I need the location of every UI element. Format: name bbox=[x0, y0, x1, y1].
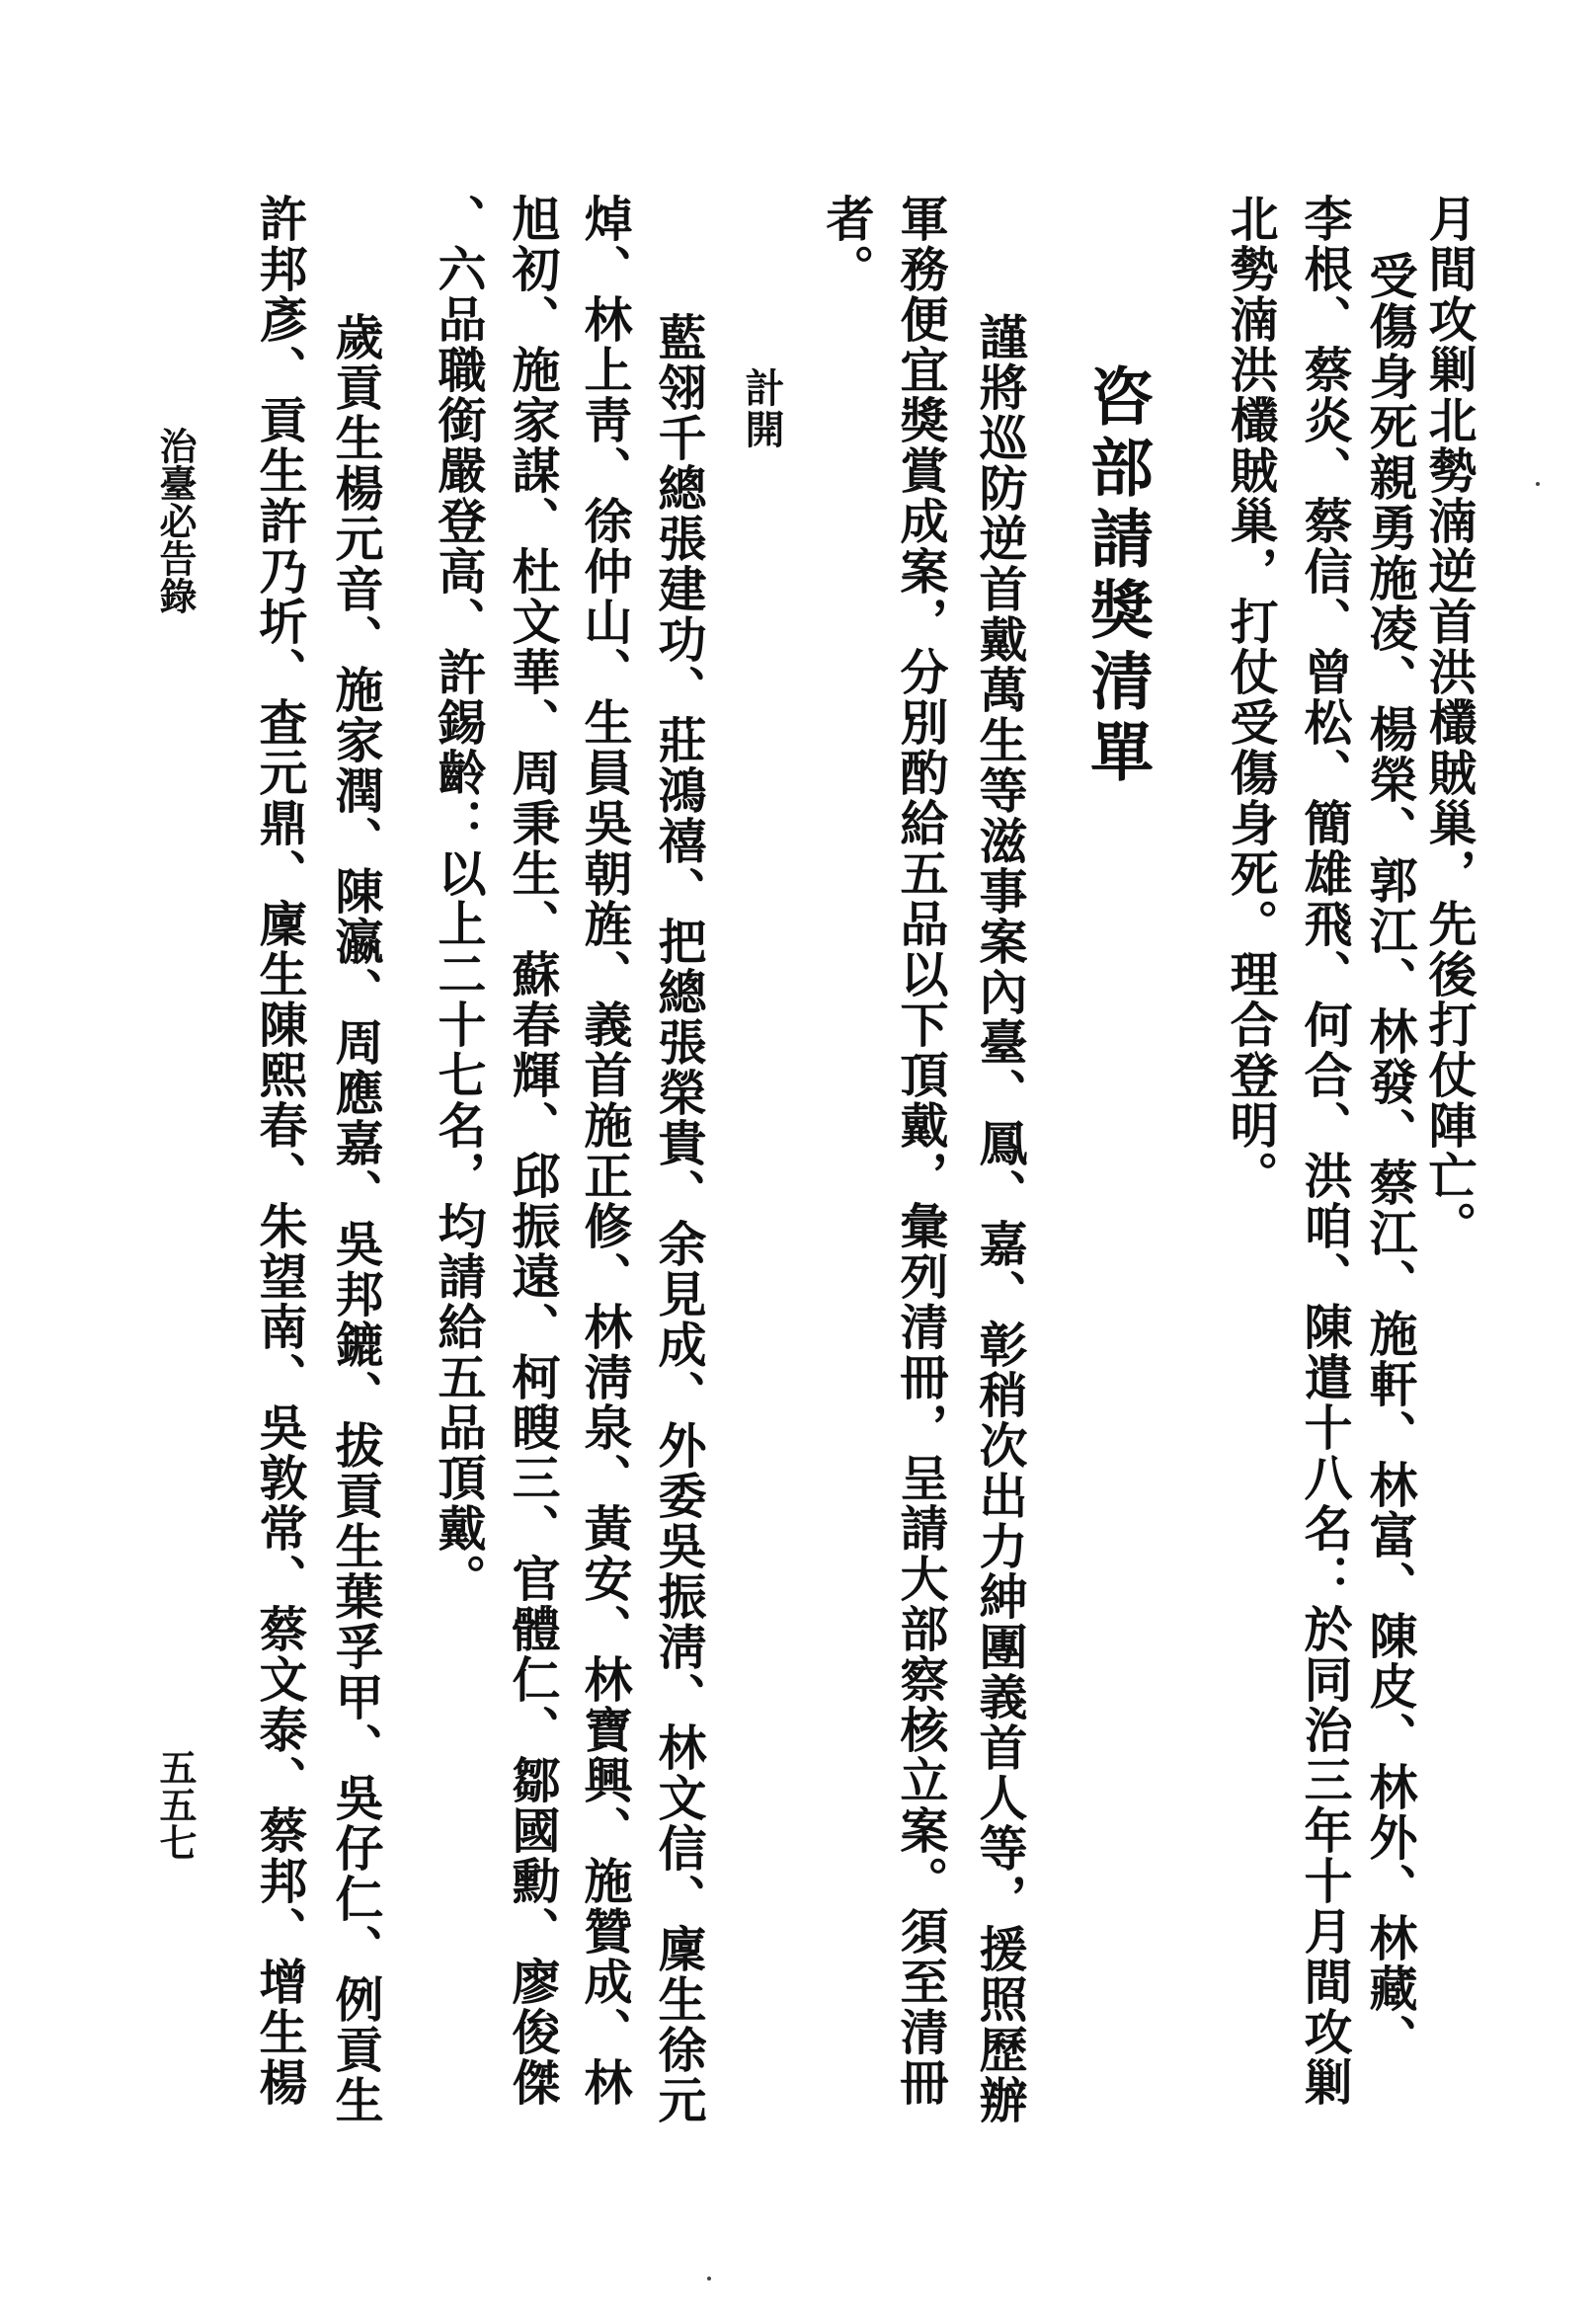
text-column-1: 月間攻剿北勢湳逆首洪欉賊巢，先後打仗陣亡。 bbox=[1421, 194, 1478, 1251]
text-column-7: 軍務便宜獎賞成案，分別酌給五品以下頂戴，彙列清冊，呈請大部察核立案。須至清冊 bbox=[893, 194, 950, 2108]
text-column-13: 、六品職銜嚴登高、許錫齡：以上二十七名，均請給五品頂戴。 bbox=[431, 194, 488, 1604]
text-column-14: 歲貢生楊元音、施家潤、陳瀛、周應嘉、吳邦鏕、拔貢生葉孚甲、吳仔仁、例貢生 bbox=[328, 312, 385, 2125]
section-heading: 咨部請獎清單 bbox=[1079, 363, 1154, 790]
running-footer-title: 治臺必告錄 bbox=[153, 427, 198, 614]
text-column-12: 旭初、施家謀、杜文華、周秉生、蘇春輝、邱振遠、柯瞍三、官體仁、鄒國勳、廖俊傑 bbox=[505, 194, 562, 2108]
text-column-11: 焯、林上靑、徐仲山、生員吳朝旌、義首施正修、林淸泉、黃安、林寶興、施贊成、林 bbox=[577, 194, 634, 2108]
text-column-10: 藍翎千總張建功、莊鴻禧、把總張榮貴、余見成、外委吳振淸、林文信、廩生徐元 bbox=[651, 312, 708, 2125]
text-column-8: 者。 bbox=[819, 194, 876, 294]
text-column-3: 李根、蔡炎、蔡信、曾松、簡雄飛、何合、洪咱、陳遣十八名：於同治三年十月間攻剿 bbox=[1297, 194, 1354, 2108]
text-column-4: 北勢湳洪欉賊巢，打仗受傷身死。理合登明。 bbox=[1223, 194, 1280, 1201]
subheading-jikai: 計開 bbox=[739, 367, 785, 450]
page-number: 五五七 bbox=[153, 1748, 198, 1861]
text-column-2: 受傷身死親勇施凌、楊榮、郭江、林發、蔡江、施軒、林富、陳皮、林外、林藏、 bbox=[1362, 251, 1419, 2064]
scan-speck bbox=[1536, 482, 1540, 486]
text-column-15: 許邦彥、貢生許乃圻、査元鼎、廩生陳熙春、朱望南、吳敦常、蔡文泰、蔡邦、增生楊 bbox=[252, 194, 309, 2108]
scan-speck bbox=[707, 2277, 711, 2281]
text-column-6: 謹將巡防逆首戴萬生等滋事案內臺、鳳、嘉、彰稍次出力紳團義首人等，援照歷辦 bbox=[972, 312, 1029, 2125]
